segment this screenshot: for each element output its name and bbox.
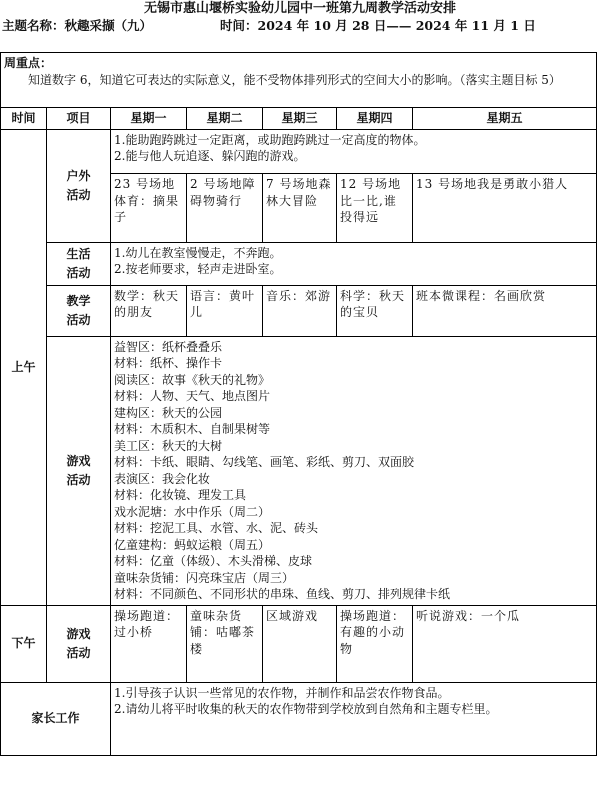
outdoor-monday: 23 号场地体育：摘果子 (111, 174, 187, 242)
parent-work-label: 家长工作 (1, 682, 111, 755)
game-areas (111, 336, 597, 605)
header-time: 时间 (1, 108, 47, 130)
outdoor-label-top: 户外 (66, 168, 91, 183)
afternoon-game-label (47, 605, 111, 682)
life-label-top: 生活 (66, 246, 91, 261)
game-label-bottom: 活动 (66, 472, 91, 487)
weekly-focus (1, 53, 597, 108)
game-area-line: 材料：木质积木、自制果树等 (114, 422, 271, 436)
weekly-focus-heading: 周重点： (4, 56, 53, 70)
life-label-bottom: 活动 (66, 265, 91, 280)
game-area-line: 戏水泥塘：水中作乐（周二） (114, 504, 271, 519)
outdoor-thursday: 12 号场地比一比,谁投得远 (337, 174, 413, 242)
teaching-monday: 数学：秋天的朋友 (111, 285, 187, 336)
game-area-line: 材料：纸杯、操作卡 (114, 356, 223, 370)
teaching-label-bottom: 活动 (66, 312, 91, 327)
weekly-focus-text: 知道数字 6，知道它可表达的实际意义，能不受物体排列形式的空间大小的影响。（落实主题目标 5） (28, 72, 561, 87)
header-tuesday: 星期二 (187, 108, 263, 130)
header-item: 项目 (47, 108, 111, 130)
game-area-line: 材料：亿童（体级）、木头滑梯、皮球 (114, 554, 313, 568)
teaching-activity-label (47, 285, 111, 336)
schedule-table (0, 52, 597, 756)
game-area-line: 阅读区：故事《秋天的礼物》 (114, 372, 271, 387)
parent-work-items (111, 682, 597, 755)
parent-work-item: 2.请幼儿将平时收集的秋天的农作物带到学校放到自然角和主题专栏里。 (114, 702, 498, 716)
teaching-tuesday: 语言：黄叶儿 (187, 285, 263, 336)
outdoor-friday: 13 号场地我是勇敢小猎人 (413, 174, 597, 242)
life-items (111, 242, 597, 285)
game-label-top: 游戏 (66, 453, 91, 468)
afternoon-monday: 操场跑道：过小桥 (111, 605, 187, 682)
header-thursday: 星期四 (337, 108, 413, 130)
teaching-wednesday: 音乐：郊游 (263, 285, 337, 336)
afternoon-time-label: 下午 (1, 605, 47, 682)
game-area-line: 材料：卡纸、眼睛、勾线笔、画笔、彩纸、剪刀、双面胶 (114, 455, 415, 469)
game-area-line: 材料：化妆镜、理发工具 (114, 488, 247, 502)
header-wednesday: 星期三 (263, 108, 337, 130)
outdoor-wednesday: 7 号场地森林大冒险 (263, 174, 337, 242)
game-area-line: 建构区：秋天的公园 (114, 405, 223, 420)
afternoon-tuesday: 童味杂货铺：咕嘟茶楼 (187, 605, 263, 682)
outdoor-goals (111, 129, 597, 174)
life-item: 1.幼儿在教室慢慢走，不奔跑。 (114, 245, 282, 260)
game-area-line: 益智区：纸杯叠叠乐 (114, 339, 223, 354)
game-area-line: 材料：挖泥工具、水管、水、泥、砖头 (114, 521, 319, 535)
game-area-line: 美工区：秋天的大树 (114, 438, 223, 453)
game-area-line: 童味杂货铺：闪亮珠宝店（周三） (114, 570, 295, 585)
afternoon-thursday: 操场跑道：有趣的小动物 (337, 605, 413, 682)
header-monday: 星期一 (111, 108, 187, 130)
page-title: 无锡市惠山堰桥实验幼儿园中一班第九周教学活动安排 (143, 1, 456, 16)
outdoor-label-bottom: 活动 (66, 187, 91, 202)
morning-time-label: 上午 (1, 129, 47, 605)
outdoor-tuesday: 2 号场地障碍物骑行 (187, 174, 263, 242)
life-item: 2.按老师要求，轻声走进卧室。 (114, 262, 282, 276)
header-friday: 星期五 (413, 108, 597, 130)
life-activity-label (47, 242, 111, 285)
game-area-line: 材料：不同颜色、不同形状的串珠、鱼线、剪刀、排列规律卡纸 (114, 587, 451, 601)
afternoon-game-label-top: 游戏 (66, 626, 91, 641)
outdoor-goal: 1.能助跑跨跳过一定距离，或助跑跨跳过一定高度的物体。 (114, 132, 426, 147)
table-header-row (1, 108, 597, 130)
game-area-line: 表演区：我会化妆 (114, 471, 211, 486)
teaching-friday: 班本微课程：名画欣赏 (413, 285, 597, 336)
date-range: 时间：2024 年 10 月 28 日—— 2024 年 11 月 1 日 (220, 18, 536, 33)
outdoor-goal: 2.能与他人玩追逐、躲闪跑的游戏。 (114, 149, 306, 163)
game-activity-label (47, 336, 111, 605)
afternoon-friday: 听说游戏：一个瓜 (413, 605, 597, 682)
theme-name: 主题名称：秋趣采撷（九） (2, 18, 153, 33)
afternoon-game-label-bottom: 活动 (66, 645, 91, 660)
teaching-label-top: 教学 (66, 293, 91, 308)
parent-work-item: 1.引导孩子认识一些常见的农作物，并制作和品尝农作物食品。 (114, 685, 450, 700)
game-area-line: 亿童建构：蚂蚁运粮（周五） (114, 537, 271, 552)
teaching-thursday: 科学：秋天的宝贝 (337, 285, 413, 336)
game-area-line: 材料：人物、天气、地点图片 (114, 389, 271, 403)
afternoon-wednesday: 区域游戏 (263, 605, 337, 682)
outdoor-activity-label (47, 129, 111, 242)
